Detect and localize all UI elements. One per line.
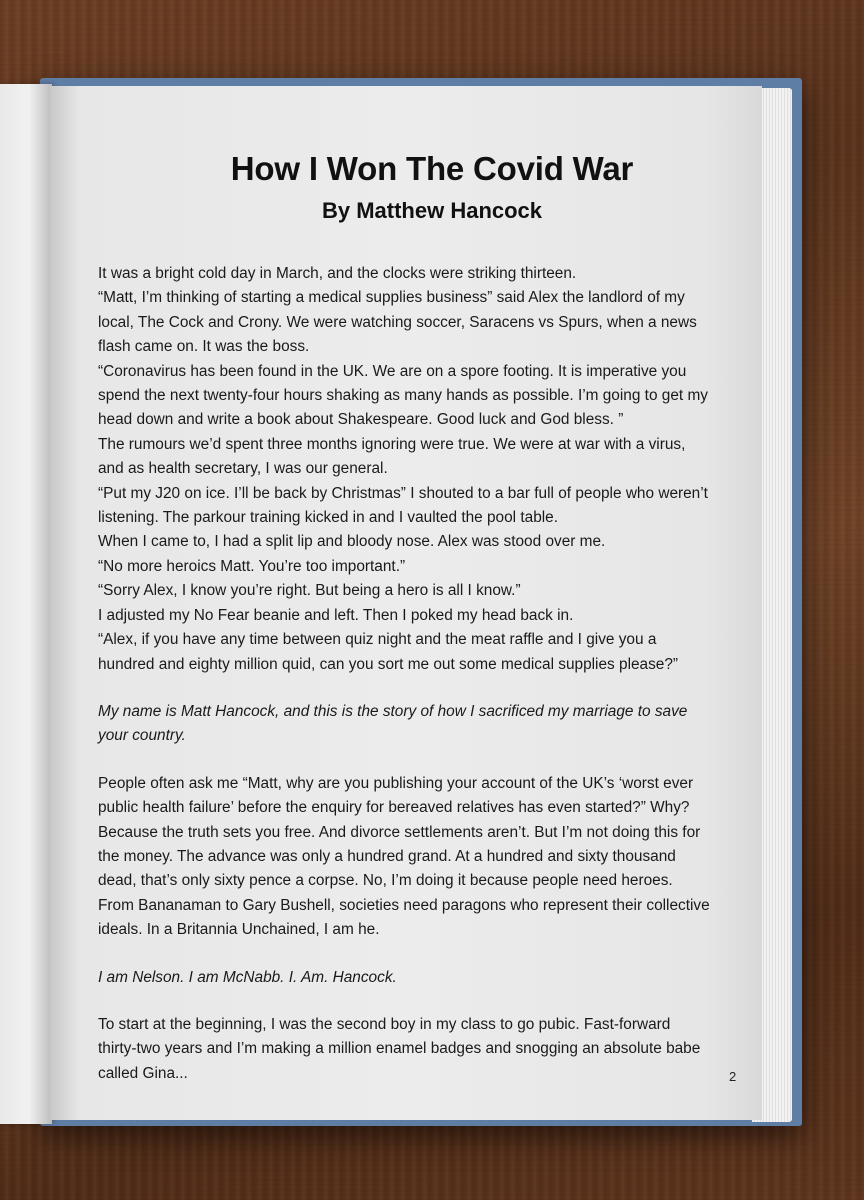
paragraph: “Put my J20 on ice. I’ll be back by Christmas” I shouted to a bar full of people who weren’t listening. The parkour training kicked in and I vaulted the pool table. <box>98 484 708 527</box>
paragraph: “No more heroics Matt. You’re too important.” <box>98 557 406 575</box>
left-page-edge <box>0 84 52 1124</box>
page-number: 2 <box>729 1069 737 1084</box>
italic-paragraph: My name is Matt Hancock, and this is the story of how I sacrificed my marriage to save your country. <box>98 702 688 745</box>
italic-paragraph: I am Nelson. I am McNabb. I. Am. Hancock. <box>98 968 397 986</box>
paragraph: To start at the beginning, I was the second boy in my class to go pubic. Fast-forward thirty-two years and I’m making a million enamel badges and snogging an absolute babe called Gina... <box>98 1015 701 1082</box>
paragraph: It was a bright cold day in March, and the clocks were striking thirteen. <box>98 265 577 282</box>
paragraph: I adjusted my No Fear beanie and left. Then I poked my head back in. <box>98 606 574 624</box>
book-byline: By Matthew Hancock <box>321 198 543 223</box>
paragraph: “Coronavirus has been found in the UK. We are on a spore footing. It is imperative you spend the next twenty-four hours shaking as many hands as possible. I’m going to get my head down and write a book about Shakespeare. Good luck and God bless. ” <box>98 362 708 429</box>
paragraph: “Sorry Alex, I know you’re right. But being a hero is all I know.” <box>98 582 521 600</box>
paragraph: People often ask me “Matt, why are you publishing your account of the UK’s ‘worst ever public health failure’ before the enquiry for bereaved relatives has even started?” Why? Because the truth sets you free. And divorce settlements aren’t. But I’m not doing this for the money. The advance was only a hundred grand. At a hundred and sixty thousand dead, that’s only sixty pence a corpse. No, I’m doing it because people need heroes. From Bananaman to Gary Bushell, societies need paragons who represent their collective ideals. In a Britannia Unchained, I am he. <box>98 774 710 939</box>
paragraph: “Matt, I’m thinking of starting a medical supplies business” said Alex the landlord of my local, The Cock and Crony. We were watching soccer, Saracens vs Spurs, when a news flash came on. It was the boss. <box>98 289 697 356</box>
book-title: How I Won The Covid War <box>230 150 634 187</box>
book-body-text <box>98 262 710 1086</box>
paragraph: “Alex, if you have any time between quiz night and the meat raffle and I give you a hundred and eighty million quid, can you sort me out some medical supplies please?” <box>98 631 679 673</box>
paragraph: The rumours we’d spent three months ignoring were true. We were at war with a virus, and as health secretary, I was our general. <box>98 435 686 478</box>
paragraph: When I came to, I had a split lip and bloody nose. Alex was stood over me. <box>98 533 606 551</box>
